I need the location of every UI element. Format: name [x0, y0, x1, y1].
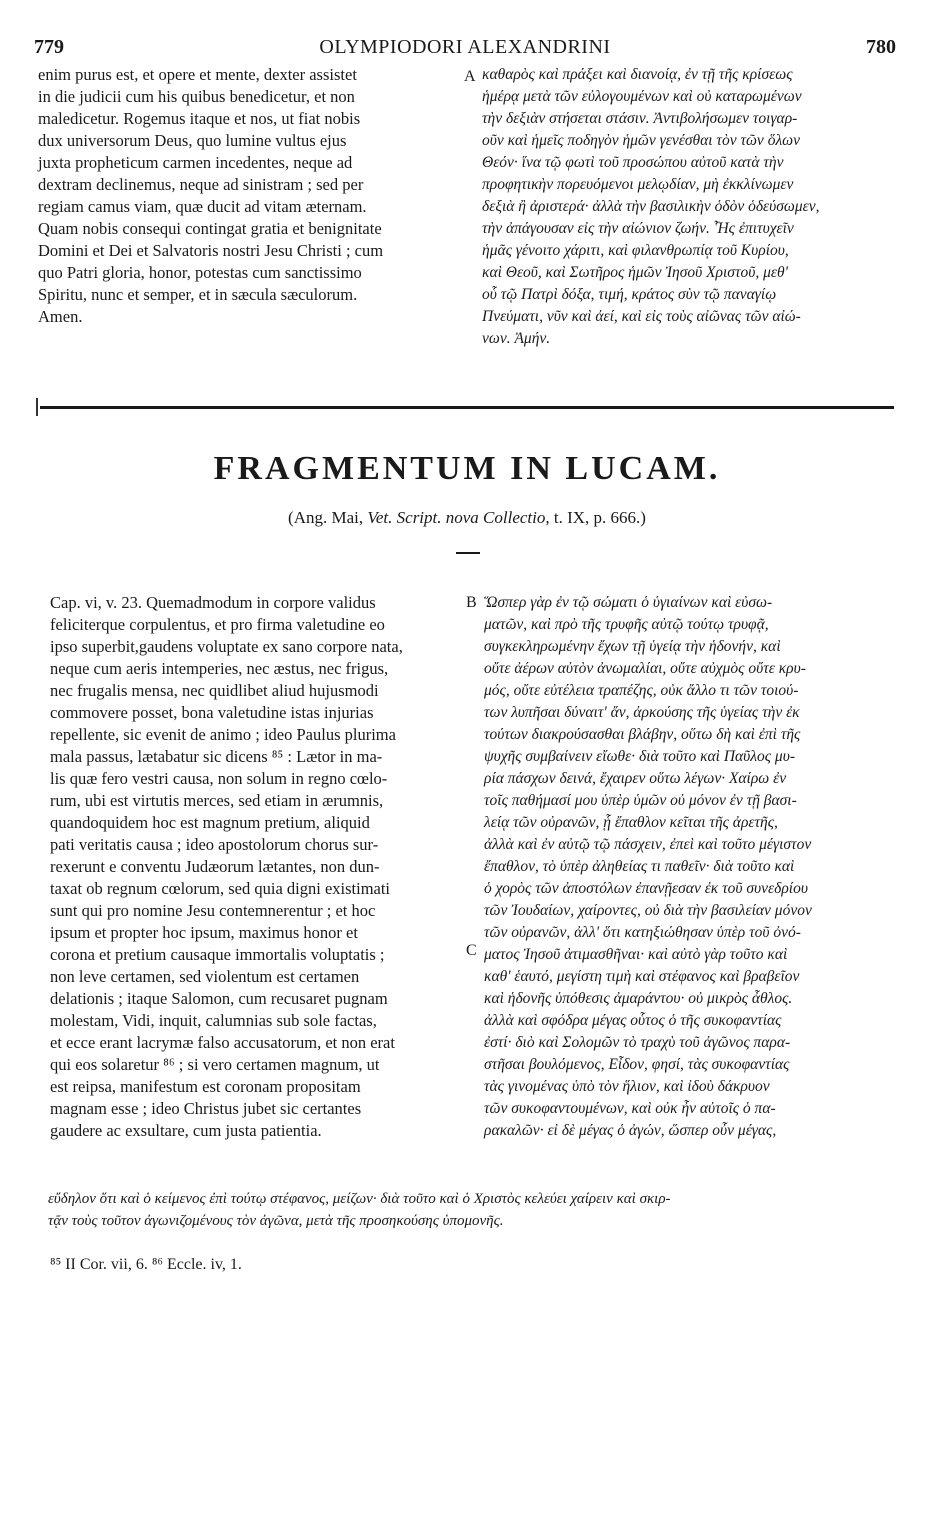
bottom-latin-column [50, 592, 460, 1142]
text-line: juxta propheticum carmen incedentes, neque ad [38, 153, 353, 172]
text-line: καὶ ἡδονῆς ὑπόθεσις ἀμαράντου· οὐ μικρὸς ἆθλος. [484, 990, 793, 1007]
text-line: Domini et Dei et Salvatoris nostri Jesu Christi ; cum [38, 241, 384, 260]
text-line: καθαρὸς καὶ πράξει καὶ διανοίᾳ, ἐν τῇ τῆς κρίσεως [482, 66, 793, 83]
text-line: ρία πάσχων δεινά, ἔχαιρεν οὕτω λέγων· Χαίρω ἐν [484, 770, 787, 787]
section-heading: FRAGMENTUM IN LUCAM. [213, 450, 721, 487]
text-line: δεξιὰ ἢ ἀριστερά· ἀλλὰ τὴν βασιλικὴν ὁδὸν ὁδεύσωμεν, [482, 198, 820, 215]
text-line: sunt qui pro nomine Jesu contemnerentur ; et hoc [50, 901, 376, 920]
text-line: et ecce erant lacrymæ falso accusatorum, et non erat [50, 1033, 395, 1052]
text-line: rum, ubi est virtutis merces, sed etiam in ærumnis, [50, 791, 384, 810]
text-line: nec frugalis mensa, nec quidlibet aliud hujusmodi [50, 681, 379, 700]
top-latin-column [38, 64, 458, 328]
margin-marker-b: B [466, 594, 477, 611]
text-line: οὔτε ἀέρων αὐτὸν ἀνωμαλίαι, οὔτε αὐχμὸς οὔτε κρυ- [484, 660, 806, 677]
page-number-right: 780 [866, 36, 896, 58]
text-line: neque cum aeris intemperies, nec æstus, nec frigus, [50, 659, 389, 678]
text-line: τὴν ἀπάγουσαν εἰς τὴν αἰώνιον ζωήν. Ἧς ἐπιτυχεῖν [482, 220, 794, 237]
text-line: οῦν καὶ ἡμεῖς ποδηγὸν ἡμῶν γενέσθαι τὸν τῶν ὅλων [482, 132, 800, 149]
text-line: Cap. vi, v. 23. Quemadmodum in corpore validus [50, 593, 376, 612]
margin-marker-a: A [464, 68, 476, 85]
text-line: καὶ Θεοῦ, καὶ Σωτῆρος ἡμῶν Ἰησοῦ Χριστοῦ, μεθ' [482, 264, 788, 281]
text-line: ἐστί· διὸ καὶ Σολομῶν τὸ τραχὺ τοῦ ἀγῶνος παρα- [484, 1034, 791, 1051]
text-line: Amen. [38, 307, 83, 326]
text-line: lis quæ fero vestri causa, non solum in regno cœlo- [50, 769, 388, 788]
text-line: τὴν δεξιὰν στήσεται στάσιν. Ἀντιβολήσωμεν τοιγαρ- [482, 110, 798, 127]
text-line: καθ' ἑαυτό, μεγίστη τιμὴ καὶ στέφανος καὶ βραβεῖον [484, 968, 800, 985]
source-suffix: t. IX, p. 666.) [549, 508, 646, 527]
text-line: mala passus, lætabatur sic dicens ⁸⁵ : Lætor in ma- [50, 747, 383, 766]
text-line: ματος Ἰησοῦ ἀτιμασθῆναι· καὶ αὐτὸ γὰρ τοῦτο καὶ [484, 946, 788, 963]
text-line: τοῖς παθήμασί μου ὑπὲρ ὑμῶν οὐ μόνον ἐν τῇ βασι- [484, 792, 797, 809]
text-line: εὔδηλον ὅτι καὶ ὁ κείμενος ἐπὶ τούτῳ στέφανος, μείζων· διὰ τοῦτο καὶ ὁ Χριστὸς κελεύει χαίρειν καὶ σκιρ- [48, 1191, 671, 1207]
text-line: μός, οὔτε εὐτέλεια τραπέζης, οὐκ ἄλλο τι τῶν τοιού- [484, 682, 799, 699]
page-number-left: 779 [34, 36, 64, 58]
text-line: gaudere ac exsultare, cum justa patientia. [50, 1121, 322, 1140]
text-line: τὰς γινομένας ὑπὸ τὸν ἥλιον, καὶ ἰδοὺ δάκρυον [484, 1078, 770, 1095]
section-divider [40, 406, 892, 409]
text-line: τῶν συκοφαντουμένων, καὶ οὐκ ἦν αὐτοῖς ὁ πα- [484, 1100, 776, 1117]
text-line: τῶν οὐρανῶν, ἀλλ' ὅτι κατηξιώθησαν ὑπὲρ τοῦ ὀνό- [484, 924, 801, 941]
text-line: quo Patri gloria, honor, potestas cum sanctissimo [38, 263, 362, 282]
text-line: συγκεκληρωμένην ἔχων τῇ ὑγείᾳ τὴν ἡδονήν, καὶ [484, 638, 781, 655]
text-line: τᾷν τοὺς τοῦτον ἀγωνιζομένους τὸν ἀγῶνα, μετὰ τῆς προσηκούσης ὑπομονῆς. [48, 1213, 504, 1229]
text-line: dextram declinemus, neque ad sinistram ; sed per [38, 175, 364, 194]
text-line: regiam camus viam, quæ ducit ad vitam æternam. [38, 197, 367, 216]
text-line: τούτων διακρούσασθαι βλάβην, οὕτω δὴ καὶ ἐπὶ τῆς [484, 726, 801, 743]
text-line: ἔπαθλον, τὸ ὑπὲρ ἀληθείας τι παθεῖν· διὰ τοῦτο καὶ [484, 858, 795, 875]
text-line: Spiritu, nunc et semper, et in sæcula sæculorum. [38, 285, 358, 304]
text-line: pati veritatis causa ; ideo apostolorum chorus sur- [50, 835, 379, 854]
top-greek-column [482, 64, 902, 350]
text-line: non leve certamen, sed violentum est certamen [50, 967, 360, 986]
text-line: τῶν Ἰουδαίων, χαίροντες, οὐ διὰ τὴν βασιλείαν μόνον [484, 902, 812, 919]
margin-marker-c: C [466, 942, 477, 959]
text-line: ματῶν, καὶ πρὸ τῆς τρυφῆς αὐτῷ τούτῳ τρυφᾷ, [484, 616, 769, 633]
text-line: οὗ τῷ Πατρὶ δόξα, τιμή, κράτος σὺν τῷ παναγίῳ [482, 286, 777, 303]
text-line: feliciterque corpulentus, et pro firma valetudine eo [50, 615, 385, 634]
text-line: Πνεύματι, νῦν καὶ ἀεί, καὶ εἰς τοὺς αἰῶνας τῶν αἰώ- [482, 308, 801, 325]
text-line: dux universorum Deus, quo lumine vultus ejus [38, 131, 347, 150]
short-rule [456, 552, 480, 554]
text-line: magnam esse ; ideo Christus jubet sic certantes [50, 1099, 362, 1118]
text-line: ὁ χορὸς τῶν ἀποστόλων ἐπανῇεσαν ἐκ τοῦ συνεδρίου [484, 880, 808, 897]
text-line: molestam, Vidi, inquit, calumnias sub sole factas, [50, 1011, 377, 1030]
text-line: ἀλλὰ καὶ ἐν αὐτῷ τῷ πάσχειν, ἐπεὶ καὶ τοῦτο μέγιστον [484, 836, 812, 853]
source-reference [0, 508, 934, 528]
text-line: των λυπῆσαι δύναιτ' ἄν, ἀρκούσης τῆς ὑγείας τὴν ἐκ [484, 704, 800, 721]
text-line: maledicetur. Rogemus itaque et nos, ut fiat nobis [38, 109, 361, 128]
text-line: λείᾳ τῶν οὐρανῶν, ᾗ ἔπαθλον κεῖται τῆς ἀρετῆς, [484, 814, 778, 831]
section-divider-tail [880, 406, 894, 409]
source-title: Vet. Script. nova Collectio, [367, 508, 550, 527]
text-line: repellente, sic evenit de animo ; ideo Paulus plurima [50, 725, 396, 744]
text-line: ipso superbit,gaudens voluptate ex sano corpore nata, [50, 637, 403, 656]
text-line: ψυχῆς συμβαίνειν εἴωθε· διὰ τοῦτο καὶ Παῦλος μυ- [484, 748, 795, 765]
text-line: ἡμέρᾳ μετὰ τῶν εὐλογουμένων καὶ οὐ καταρωμένων [482, 88, 802, 105]
text-line: quandoquidem hoc est magnum pretium, aliquid [50, 813, 370, 832]
text-line: ipsum et propter hoc ipsum, maximus honor et [50, 923, 358, 942]
text-line: est reipsa, manifestum est coronam propositam [50, 1077, 361, 1096]
text-line: corona et pretium causaque immortalis voluptatis ; [50, 945, 385, 964]
text-line: taxat ob regnum cœlorum, sed quia digni existimati [50, 879, 391, 898]
bottom-greek-column [484, 592, 904, 1142]
running-head [34, 36, 896, 62]
running-title: OLYMPIODORI ALEXANDRINI [319, 36, 611, 58]
text-line: νων. Ἀμήν. [482, 330, 551, 347]
text-line: Θεόν· ἵνα τῷ φωτὶ τοῦ προσώπου αὐτοῦ κατὰ τὴν [482, 154, 784, 171]
text-line: ἀλλὰ καὶ σφόδρα μέγας οὗτος ὁ τῆς συκοφαντίας [484, 1012, 782, 1029]
source-prefix: (Ang. Mai, [288, 508, 368, 527]
text-line: enim purus est, et opere et mente, dexter assistet [38, 65, 357, 84]
text-line: προφητικὴν πορευόμενοι μελῳδίαν, μὴ ἐκκλίνωμεν [482, 176, 794, 193]
full-width-greek [48, 1188, 908, 1232]
text-line: ἡμᾶς γένοιτο χάριτι, καὶ φιλανθρωπίᾳ τοῦ Κυρίου, [482, 242, 789, 259]
rule-tick [36, 398, 38, 416]
text-line: in die judicii cum his quibus benedicetur, et non [38, 87, 355, 106]
text-line: delationis ; itaque Salomon, cum recusaret pugnam [50, 989, 388, 1008]
text-line: commovere posset, bona valetudine istas injurias [50, 703, 374, 722]
text-line: Ὥσπερ γὰρ ἐν τῷ σώματι ὁ ὑγιαίνων καὶ εὐσω- [484, 594, 773, 611]
text-line: rexerunt e conventu Judæorum lætantes, non dun- [50, 857, 380, 876]
text-line: qui eos solaretur ⁸⁶ ; si vero certamen magnum, ut [50, 1055, 380, 1074]
text-line: ρακαλῶν· εἰ δὲ μέγας ὁ ἀγών, ὥσπερ οὖν μέγας, [484, 1122, 777, 1139]
text-line: Quam nobis consequi contingat gratia et benignitate [38, 219, 382, 238]
footnotes: ⁸⁵ II Cor. vii, 6. ⁸⁶ Eccle. iv, 1. [50, 1256, 242, 1273]
text-line: στῆσαι βουλόμενος, Εἶδον, φησί, τὰς συκοφαντίας [484, 1056, 790, 1073]
